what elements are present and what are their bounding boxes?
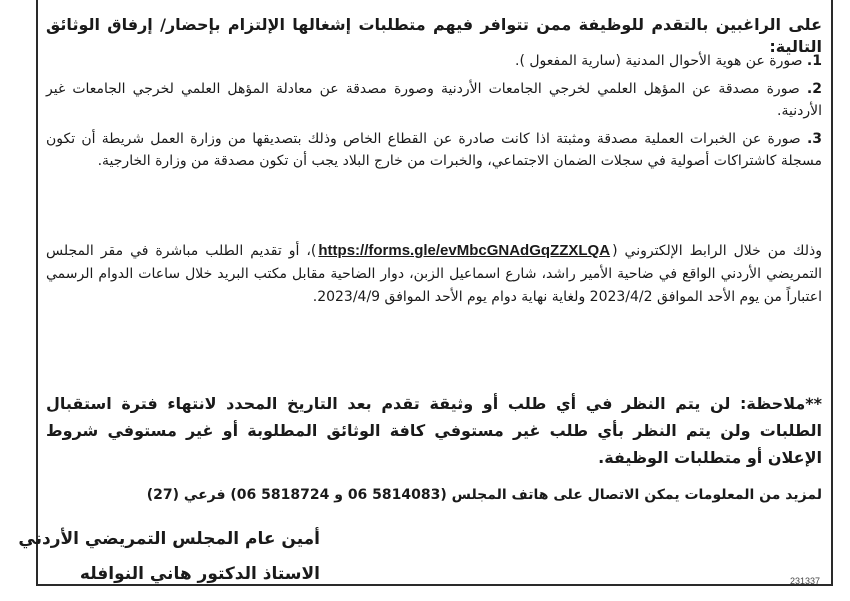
required-documents-list xyxy=(46,50,822,178)
item-number: 3. xyxy=(806,131,823,147)
contact-info: لمزيد من المعلومات يمكن الاتصال على هاتف المجلس (5814083 06 و 5818724 06) فرعي (27) xyxy=(146,487,822,503)
item-number: 2. xyxy=(806,81,822,97)
submission-paragraph xyxy=(46,239,822,309)
item-text: صورة عن هوية الأحوال المدنية (سارية المفعول ). xyxy=(515,53,803,69)
signatory-name: الاستاذ الدكتور هاني النوافله xyxy=(79,564,320,584)
document-item-1 xyxy=(46,50,822,72)
document-item-3 xyxy=(46,128,822,172)
document-item-2 xyxy=(46,78,822,122)
job-ad-body xyxy=(46,0,822,601)
item-text: صورة عن الخبرات العملية مصدقة ومثبتة اذا كانت صادرة عن القطاع الخاص وذلك بتصديقها من وزارة العمل شريطة أن تكون مسجلة كاشتراكات أصولية في سجلات الضمان الاجتماعي، والخبرات من خارج البلاد يجب أن تكون مصدقة من وزارة الخارجية. xyxy=(46,131,822,169)
important-note: **ملاحظة: لن يتم النظر في أي طلب أو وثيقة تقدم بعد التاريخ المحدد لانتهاء فترة استقبال الطلبات ولن يتم النظر بأي طلب غير مستوفي كافة الوثائق المطلوبة أو غير مستوفي شروط الإعلان أو متطلبات الوظيفة. xyxy=(46,394,822,467)
submission-details: )، أو تقديم الطلب مباشرة في مقر المجلس التمريضي الأردني الواقع في ضاحية الأمير راشد، شارع اسماعيل الزبن، دوار الضاحية مقابل مكتب البريد خلال ساعات الدوام الرسمي اعتباراً من يوم الأحد الموافق 2023/4/2 ولغاية نهاية دوام يوم الأحد الموافق 2023/4/9. xyxy=(46,243,822,305)
ad-heading: على الراغبين بالتقدم للوظيفة ممن تتوافر فيهم متطلبات إشغالها الإلتزام بإحضار/ إرفاق الوثائق التالية: xyxy=(46,15,822,56)
reference-number: 231337 xyxy=(790,576,821,586)
signatory-title: أمين عام المجلس التمريضي الأردني xyxy=(18,529,320,549)
item-number: 1. xyxy=(806,53,822,69)
item-text: صورة مصدقة عن المؤهل العلمي لخرجي الجامعات الأردنية وصورة مصدقة عن معادلة المؤهل العلمي لخرجي الجامعات غير الأردنية. xyxy=(46,81,822,119)
application-form-link[interactable]: https://forms.gle/evMbcGNAdGqZZXLQA xyxy=(318,242,611,259)
submission-intro: وذلك من خلال الرابط الإلكتروني ( xyxy=(612,243,822,259)
